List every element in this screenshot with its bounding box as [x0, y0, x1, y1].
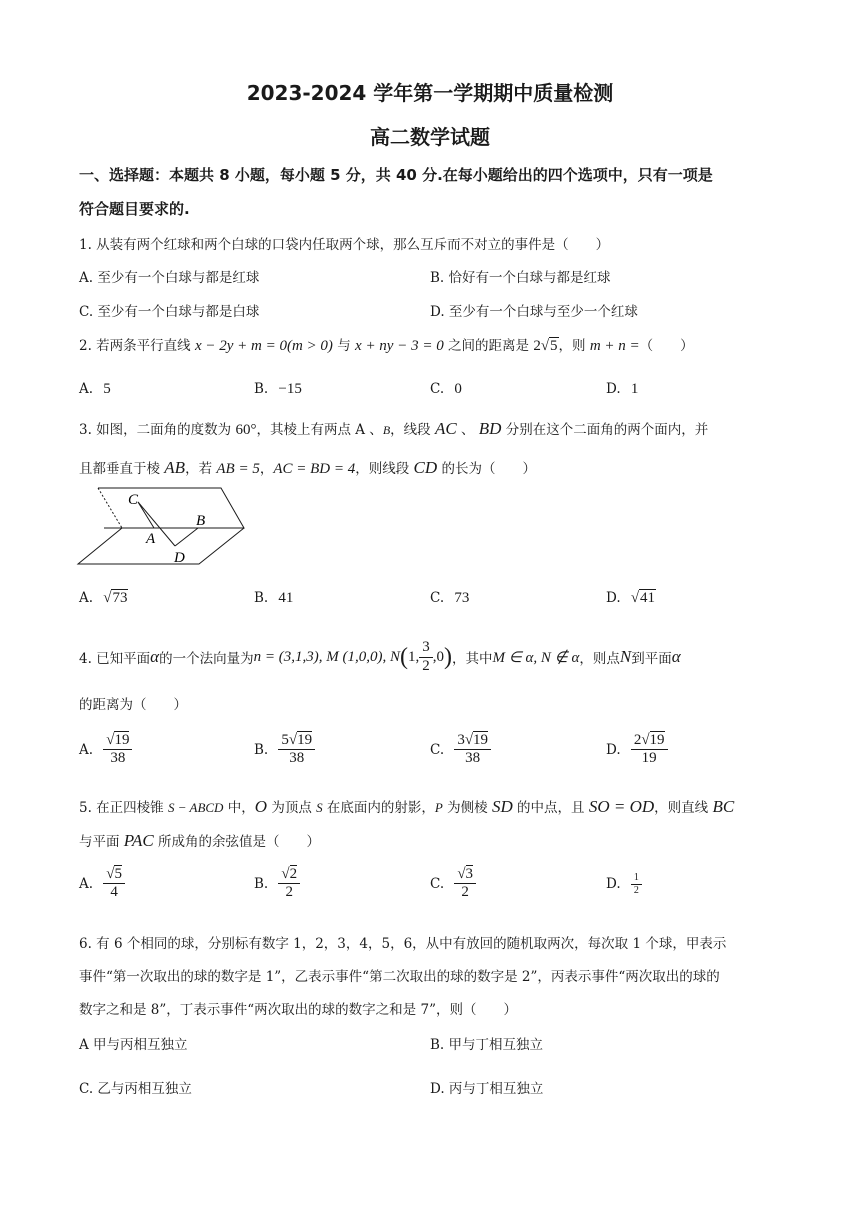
q6-option-d: D. 丙与丁相互独立	[430, 1081, 544, 1097]
q3-option-a: A. √73	[79, 590, 128, 606]
q1-option-c: C. 至少有一个白球与都是白球	[79, 304, 260, 320]
q2-stem: 2. 若两条平行直线 x − 2y + m = 0(m > 0) 与 x + ny − 3 = 0 之间的距离是 2√5，则 m + n =（ ）	[79, 338, 694, 354]
q2-option-a: A. 5	[79, 381, 111, 397]
q6-stem-line3: 数字之和是 8”，丁表示事件“两次取出的球的数字之和是 7”，则（ ）	[79, 1002, 517, 1018]
q3-stem-line1: 3. 如图，二面角的度数为 60°，其棱上有两点 A 、B，线段 AC 、 BD 分别在这个二面角的两个面内，并	[79, 419, 709, 438]
q5-option-a: A. $\frac{√5}{4}$	[79, 866, 125, 902]
q3-option-b: B. 41	[254, 590, 294, 606]
q4-stem-line2: 的距离为（ ）	[79, 697, 187, 713]
q6-option-c: C. 乙与丙相互独立	[79, 1081, 192, 1097]
q2-option-b: B. −15	[254, 381, 302, 397]
segment-bd	[175, 528, 198, 546]
q2-option-c: C. 0	[430, 381, 462, 397]
q5-stem-line1: 5. 在正四棱锥 S − ABCD 中，O 为顶点 S 在底面内的射影，P 为侧棱 SD 的中点，且 SO = OD，则直线 BC	[79, 797, 735, 816]
q4-option-c: C. $\frac{3√19}{38}$	[430, 732, 491, 768]
q4-option-b: B. $\frac{5√19}{38}$	[254, 732, 315, 768]
label-d: D	[174, 550, 185, 566]
label-c: C	[128, 492, 139, 508]
upper-half-plane	[98, 488, 244, 528]
section-heading-line2: 符合题目要求的.	[79, 200, 190, 218]
q4-stem-line1: 4. 已知平面 α 的一个法向量为 n = (3,1,3), M (1,0,0), N ( 1, $\frac{3}{2}$ ,0 ) ，其中 M ∈ α, N ∉ α ，则点 N 到平面 α	[79, 639, 681, 674]
exam-title: 2023-2024 学年第一学期期中质量检测	[246, 81, 614, 105]
section-heading-line1: 一、选择题：本题共 8 小题，每小题 5 分，共 40 分.在每小题给出的四个选项中，只有一项是	[79, 166, 713, 184]
q3-option-d: D. √41	[606, 590, 656, 606]
q6-stem-line2: 事件“第一次取出的球的数字是 1”，乙表示事件“第二次取出的球的数字是 2”，丙表示事件“两次取出的球的	[79, 969, 720, 985]
q5-option-c: C. $\frac{√3}{2}$	[430, 866, 476, 902]
label-b: B	[196, 513, 206, 529]
lower-half-plane	[78, 528, 244, 564]
q2-option-d: D. 1	[606, 381, 639, 397]
q3-stem-line2: 且都垂直于棱 AB，若 AB = 5，AC = BD = 4，则线段 CD 的长为（ ）	[79, 458, 536, 477]
q1-option-a: A. 至少有一个白球与都是红球	[79, 270, 260, 286]
exam-subtitle: 高二数学试题	[370, 125, 490, 149]
q5-stem-line2: 与平面 PAC 所成角的余弦值是（ ）	[79, 831, 321, 850]
q4-option-a: A. $\frac{√19}{38}$	[79, 732, 132, 768]
q4-option-d: D. $\frac{2√19}{19}$	[606, 732, 668, 768]
q3-option-c: C. 73	[430, 590, 470, 606]
q6-option-a: A 甲与丙相互独立	[79, 1037, 188, 1053]
q1-option-b: B. 恰好有一个白球与都是红球	[430, 270, 611, 286]
segment-ac	[138, 502, 154, 528]
q6-option-b: B. 甲与丁相互独立	[430, 1037, 544, 1053]
q5-option-b: B. $\frac{√2}{2}$	[254, 866, 300, 902]
q5-option-d: D. $\frac{1}{2}$	[606, 872, 642, 896]
q6-stem-line1: 6. 有 6 个相同的球，分别标有数字 1，2，3，4，5，6，从中有放回的随机取两次，每次取 1 个球，甲表示	[79, 936, 727, 952]
q1-stem: 1. 从装有两个红球和两个白球的口袋内任取两个球，那么互斥而不对立的事件是（ ）	[79, 237, 610, 253]
dihedral-angle-figure	[76, 484, 248, 570]
segment-cd	[138, 502, 175, 546]
q1-option-d: D. 至少有一个白球与至少一个红球	[430, 304, 638, 320]
label-a: A	[146, 531, 156, 547]
